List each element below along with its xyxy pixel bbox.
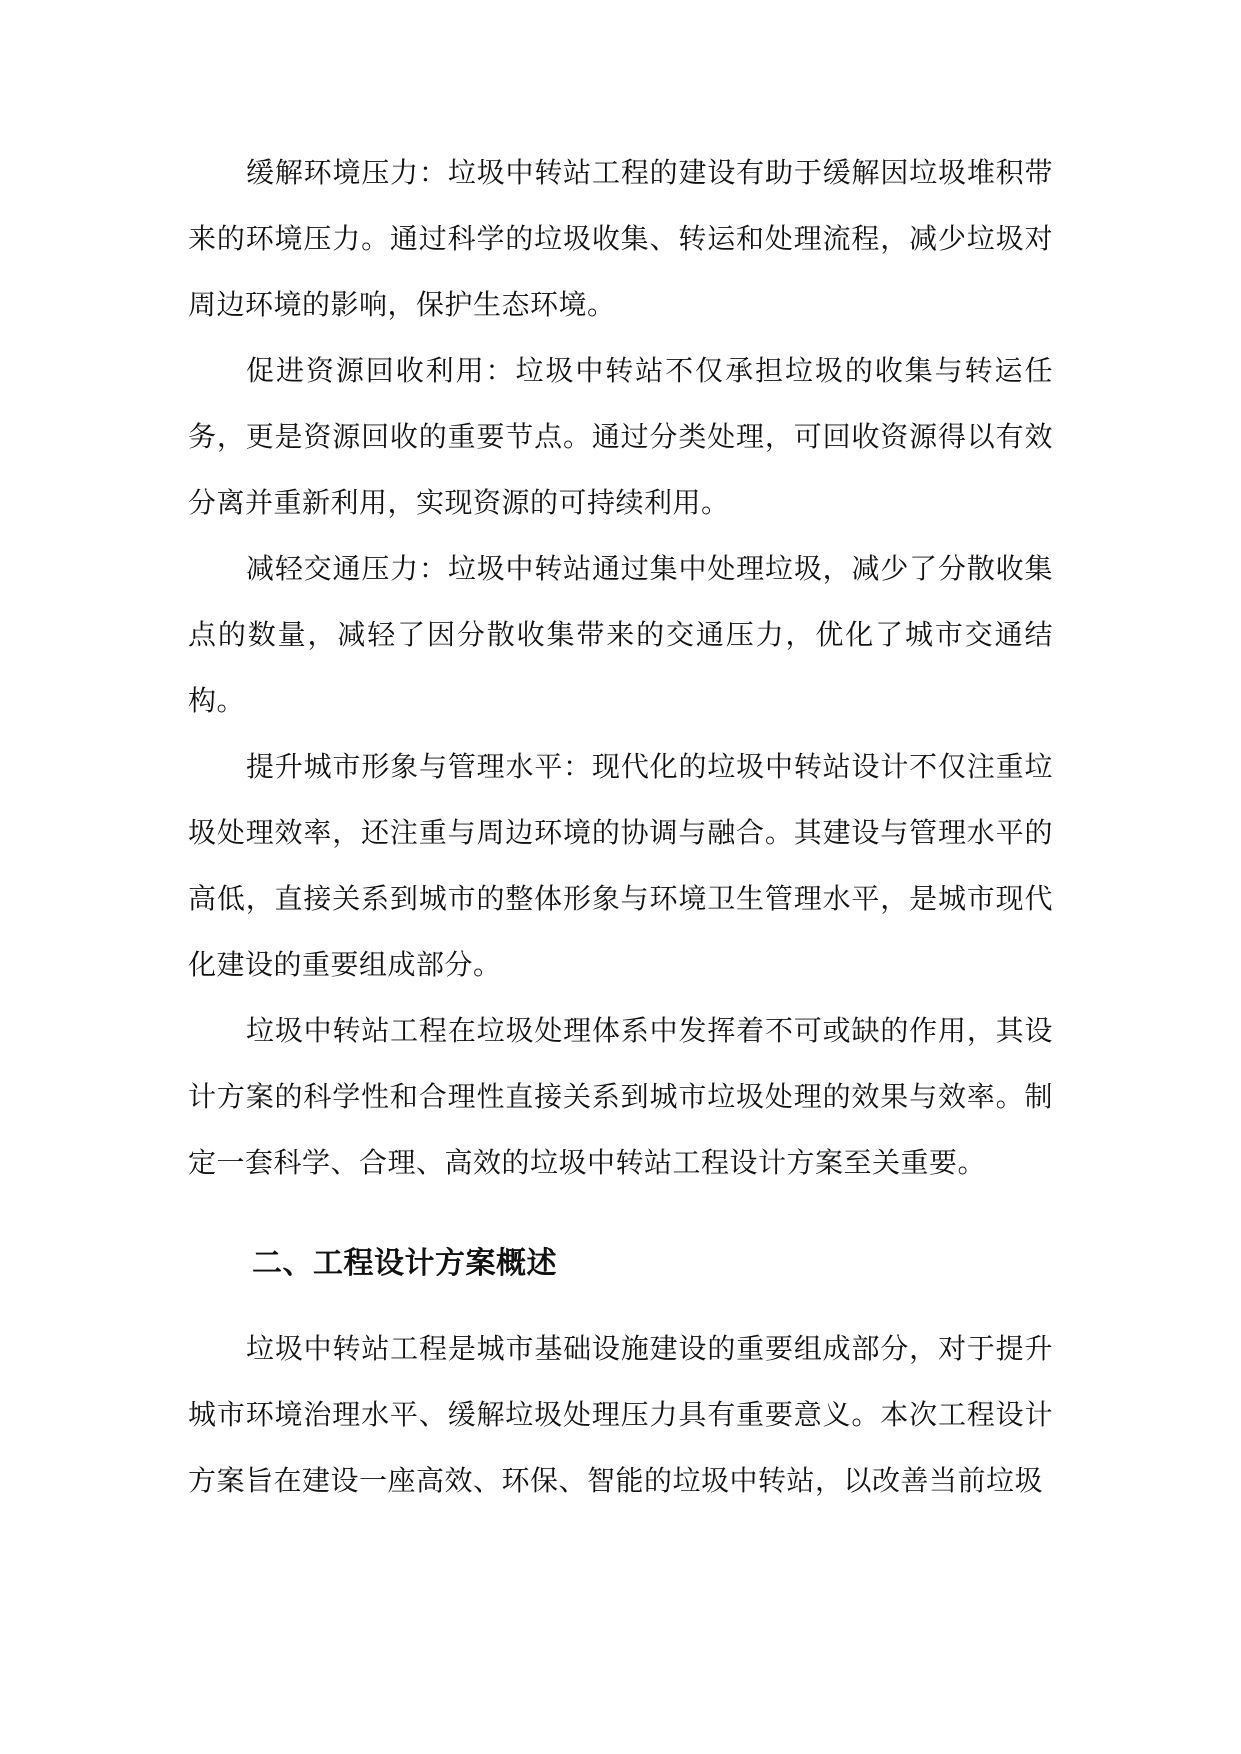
paragraph-environmental-pressure: 缓解环境压力：垃圾中转站工程的建设有助于缓解因垃圾堆积带来的环境压力。通过科学的垃圾收集、转运和处理流程，减少垃圾对周边环境的影响，保护生态环境。 [188,156,1053,321]
paragraph-resource-recycling: 促进资源回收利用：垃圾中转站不仅承担垃圾的收集与转运任务，更是资源回收的重要节点。通过分类处理，可回收资源得以有效分离并重新利用，实现资源的可持续利用。 [188,354,1053,519]
paragraph-traffic-pressure: 减轻交通压力：垃圾中转站通过集中处理垃圾，减少了分散收集点的数量，减轻了因分散收集带来的交通压力，优化了城市交通结构。 [188,552,1053,717]
paragraph-overview: 垃圾中转站工程是城市基础设施建设的重要组成部分，对于提升城市环境治理水平、缓解垃圾处理压力具有重要意义。本次工程设计方案旨在建设一座高效、环保、智能的垃圾中转站，以改善当前垃圾 [188,1332,1053,1497]
section-heading: 二、工程设计方案概述 [252,1246,557,1281]
paragraph-summary: 垃圾中转站工程在垃圾处理体系中发挥着不可或缺的作用，其设计方案的科学性和合理性直接关系到城市垃圾处理的效果与效率。制定一套科学、合理、高效的垃圾中转站工程设计方案至关重要。 [188,1014,1053,1179]
paragraph-city-image: 提升城市形象与管理水平：现代化的垃圾中转站设计不仅注重垃圾处理效率，还注重与周边环境的协调与融合。其建设与管理水平的高低，直接关系到城市的整体形象与环境卫生管理水平，是城市现代化建设的重要组成部分。 [188,750,1053,981]
document-body [188,140,1053,1514]
